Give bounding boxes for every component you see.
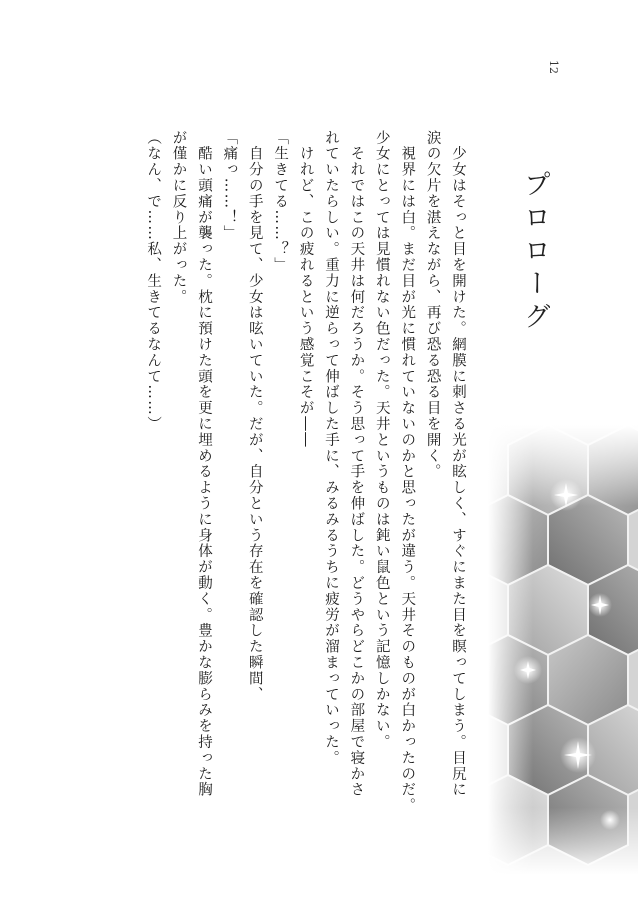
paragraph: 酷い頭痛が襲った。枕に預けた頭を更に埋めるように身体が動く。豊かな膨らみを持った胸 — [195, 130, 212, 798]
paragraph: 少女にとっては見慣れない色だった。天井というものは鈍い鼠色という記憶しかない。 — [373, 130, 390, 751]
paragraph: それではこの天井は何だろうか。そう思って手を伸ばした。どうやらどこかの部屋で寝かさ — [348, 130, 365, 798]
page-number: 12 — [547, 60, 560, 74]
paragraph: けれど、この疲れるという感覚こそが―― — [297, 130, 314, 448]
paragraph: 涙の欠片を湛えながら、再び恐る恐る目を開く。 — [424, 130, 441, 480]
paragraph: れていたらしい。重力に逆らって伸ばした手に、みるみるうちに疲労が溜まっていった。 — [322, 130, 339, 766]
paragraph: 「痛っ……！」 — [221, 130, 238, 242]
paragraph: 視界には白。まだ目が光に慣れていないのかと思ったが違う。天井そのものが白かったのだ。 — [399, 130, 416, 814]
hexagon-decoration — [488, 425, 638, 875]
paragraph: 「生きてる……？」 — [272, 130, 289, 274]
body-text — [140, 130, 470, 865]
paragraph: が僅かに反り上がった。 — [170, 130, 187, 305]
chapter-title: プロローグ — [519, 170, 550, 335]
paragraph: 少女はそっと目を開けた。網膜に刺さる光が眩しく、すぐにまた目を瞑ってしまう。目尻に — [450, 130, 466, 798]
paragraph: 自分の手を見て、少女は呟いていた。だが、自分という存在を確認した瞬間、 — [246, 130, 263, 703]
paragraph: （なん、で……私、生きてるなんて……） — [145, 130, 162, 433]
